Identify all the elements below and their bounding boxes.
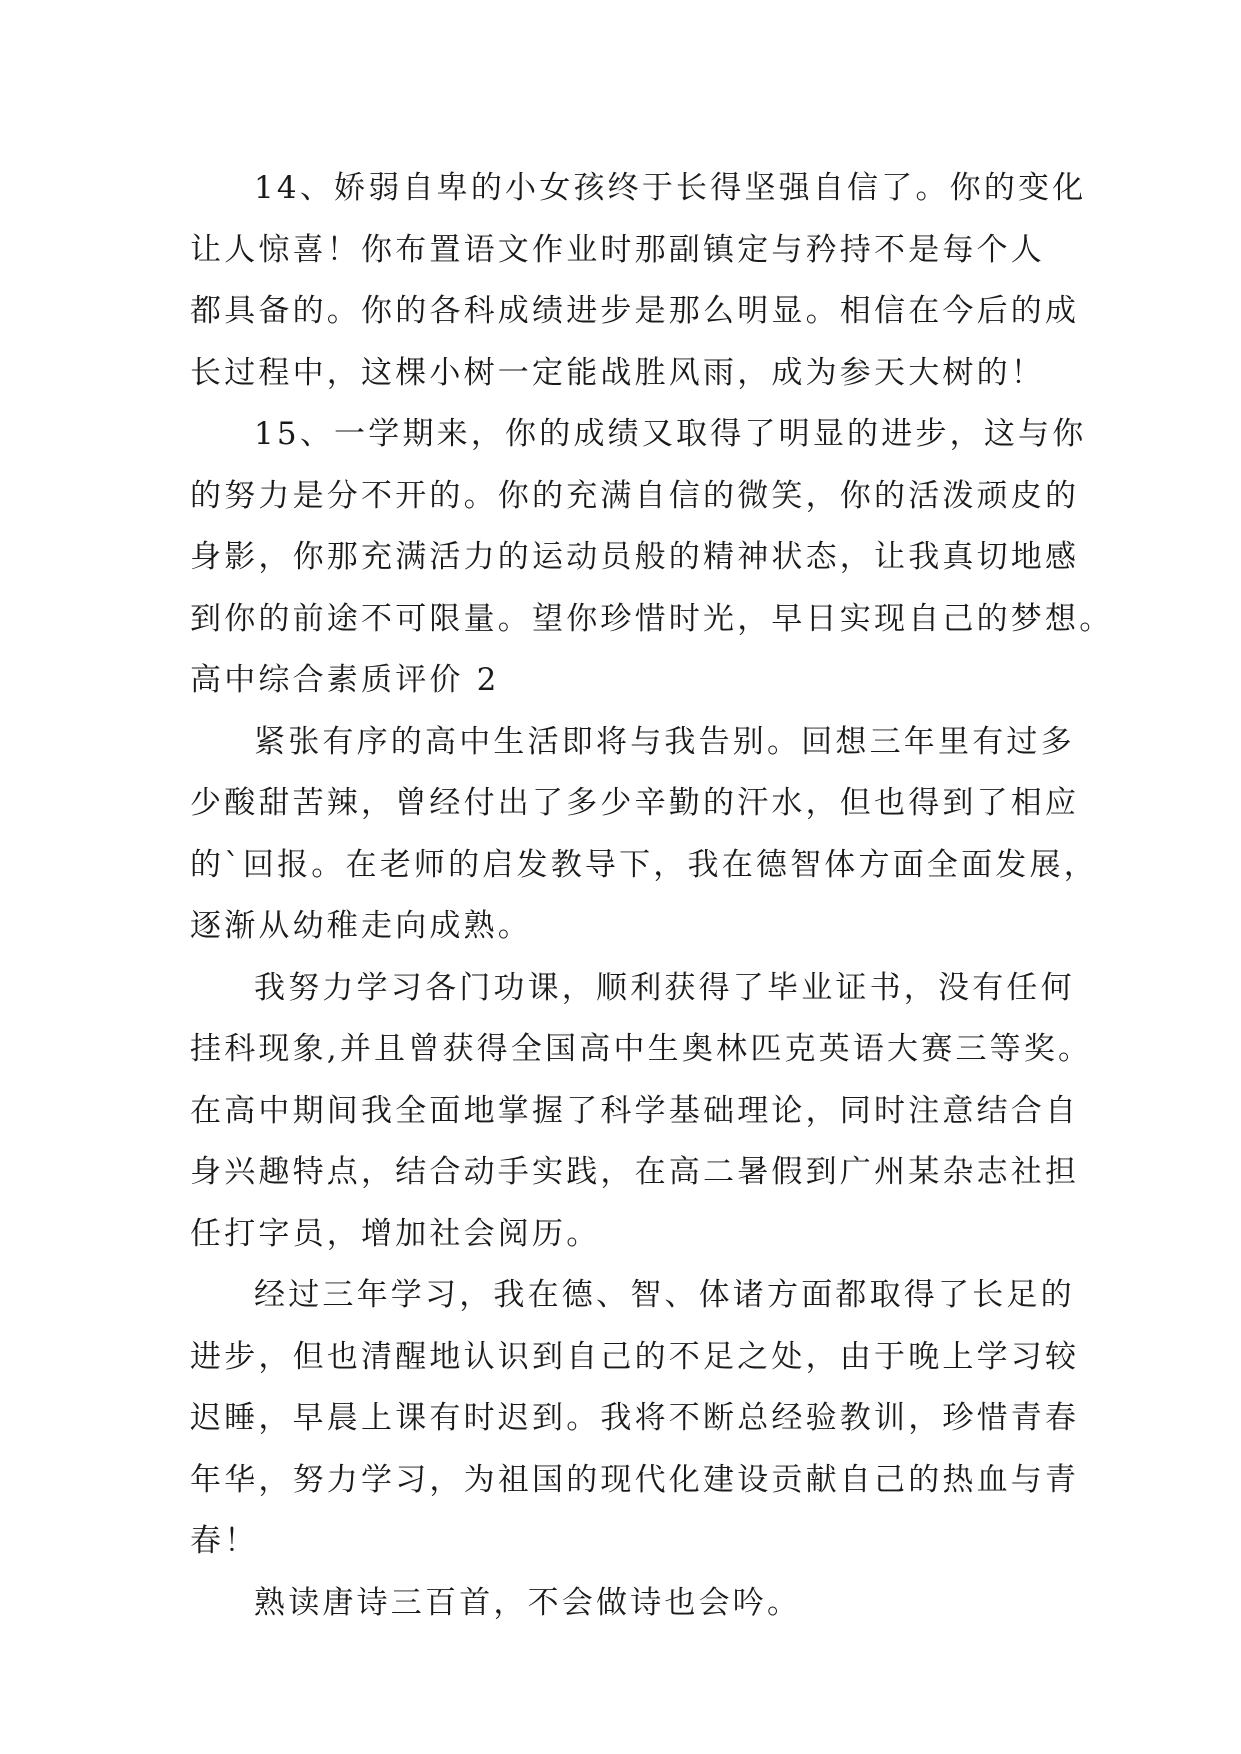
text-line: 14、娇弱自卑的小女孩终于长得坚强自信了。你的变化 [254,170,1087,206]
text-line: 的`回报。在老师的启发教导下，我在德智体方面全面发展， [190,846,1098,883]
text-line: 我努力学习各门功课，顺利获得了毕业证书，没有任何 [254,969,1075,1006]
text-line: 年华，努力学习，为祖国的现代化建设贡献自己的热血与青 [190,1461,1080,1498]
section-heading: 高中综合素质评价 2 [190,662,500,698]
text-line: 迟睡，早晨上课有时迟到。我将不断总经验教训，珍惜青春 [190,1400,1080,1436]
text-line: 都具备的。你的各科成绩进步是那么明显。相信在今后的成 [190,293,1080,329]
text-line: 少酸甜苦辣，曾经付出了多少辛勤的汗水，但也得到了相应 [190,785,1080,821]
document-body [190,158,1114,1634]
text-line: 到你的前途不可限量。望你珍惜时光，早日实现自己的梦想。 [190,600,1114,637]
text-line: 春！ [190,1523,259,1559]
text-line: 15、一学期来，你的成绩又取得了明显的进步，这与你 [254,416,1087,452]
text-line: 让人惊喜！你布置语文作业时那副镇定与矜持不是每个人 [190,231,1045,268]
text-line: 进步，但也清醒地认识到自己的不足之处，由于晚上学习较 [190,1338,1080,1375]
text-line: 熟读唐诗三百首，不会做诗也会吟。 [254,1584,802,1621]
text-line: 逐渐从幼稚走向成熟。 [190,908,532,944]
text-line: 的努力是分不开的。你的充满自信的微笑，你的活泼顽皮的 [190,477,1080,514]
text-line: 经过三年学习，我在德、智、体诸方面都取得了长足的 [254,1277,1075,1313]
text-line: 任打字员，增加社会阅历。 [190,1215,601,1252]
text-line: 长过程中，这棵小树一定能战胜风雨，成为参天大树的！ [190,354,1045,391]
text-line: 挂科现象,并且曾获得全国高中生奥林匹克英语大赛三等奖。 [190,1031,1093,1067]
text-line: 身兴趣特点，结合动手实践，在高二暑假到广州某杂志社担 [190,1154,1080,1190]
text-line: 紧张有序的高中生活即将与我告别。回想三年里有过多 [254,723,1075,760]
text-line: 身影，你那充满活力的运动员般的精神状态，让我真切地感 [190,539,1080,575]
text-line: 在高中期间我全面地掌握了科学基础理论，同时注意结合自 [190,1092,1080,1129]
